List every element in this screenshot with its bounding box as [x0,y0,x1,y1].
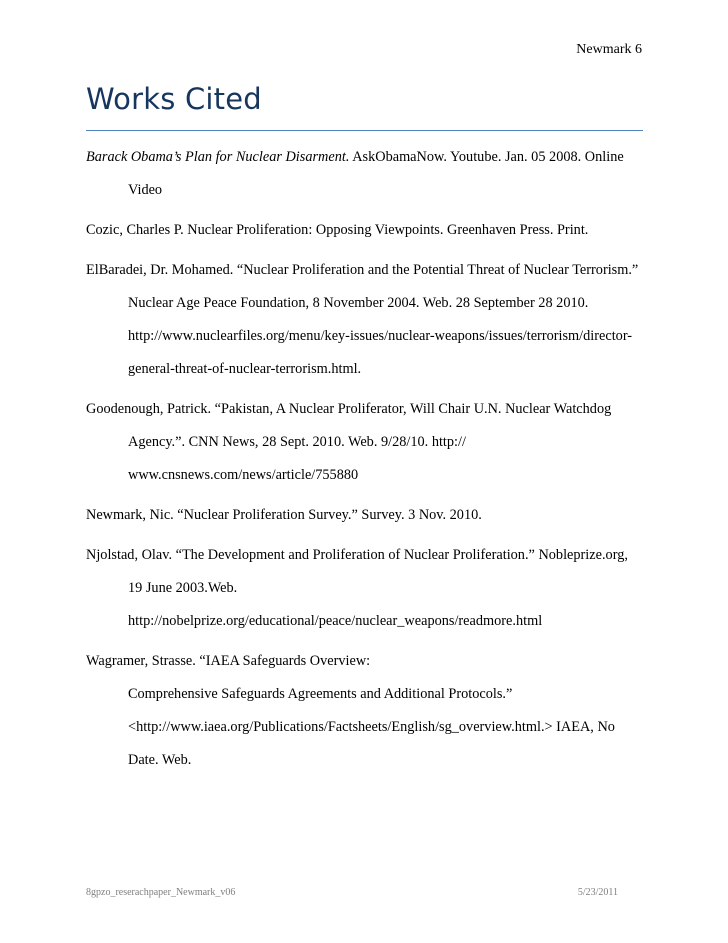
citation-line: 19 June 2003.Web. [128,580,238,596]
citation-text: AskObamaNow. Youtube. Jan. 05 2008. Online [349,149,624,165]
citation-entry [86,544,656,632]
citation-entry [86,219,656,241]
citation-line: Newmark, Nic. “Nuclear Proliferation Survey.” Survey. 3 Nov. 2010. [86,507,482,523]
citation-entry [86,398,656,486]
citation-entry [86,650,656,771]
footer-filename: 8gpzo_reserachpaper_Newmark_v06 [86,887,236,898]
citation-title: Barack Obama’s Plan for Nuclear Disarment. [86,149,350,165]
footer-date: 5/23/2011 [577,887,618,898]
citation-line: Date. Web. [128,752,192,768]
citation-line: Njolstad, Olav. “The Development and Proliferation of Nuclear Proliferation.” Nobleprize.org, [86,547,628,563]
citation-line: Nuclear Age Peace Foundation, 8 November 2004. Web. 28 September 28 2010. [128,295,589,311]
citation-entry [86,504,656,526]
citation-line: Goodenough, Patrick. “Pakistan, A Nuclear Proliferator, Will Chair U.N. Nuclear Watchdog [86,401,612,417]
citation-line: Comprehensive Safeguards Agreements and Additional Protocols.” [128,686,513,702]
title-underline [86,130,643,131]
citation-line: ElBaradei, Dr. Mohamed. “Nuclear Proliferation and the Potential Threat of Nuclear Terrorism.” [86,262,639,278]
citation-line: Agency.”. CNN News, 28 Sept. 2010. Web. 9/28/10. http:// [128,434,466,450]
citation-line [86,146,656,179]
page-header-label: Newmark 6 [576,42,642,57]
citation-entry [86,259,656,380]
citation-url-line: <http://www.iaea.org/Publications/Factsheets/English/sg_overview.html.> IAEA, No [128,719,615,735]
page-title: Works Cited [86,82,262,116]
citation-line: Wagramer, Strasse. “IAEA Safeguards Overview: [86,653,371,669]
citation-url-line: http://nobelprize.org/educational/peace/nuclear_weapons/readmore.html [128,613,543,629]
citation-url-line: general-threat-of-nuclear-terrorism.html. [128,361,362,377]
citation-entry [86,146,656,201]
citation-line: Video [128,182,163,198]
citation-line: Cozic, Charles P. Nuclear Proliferation: Opposing Viewpoints. Greenhaven Press. Print. [86,222,589,238]
works-cited-list [86,146,656,789]
citation-url-line: www.cnsnews.com/news/article/755880 [128,467,359,483]
citation-url-line: http://www.nuclearfiles.org/menu/key-issues/nuclear-weapons/issues/terrorism/director- [128,328,633,344]
